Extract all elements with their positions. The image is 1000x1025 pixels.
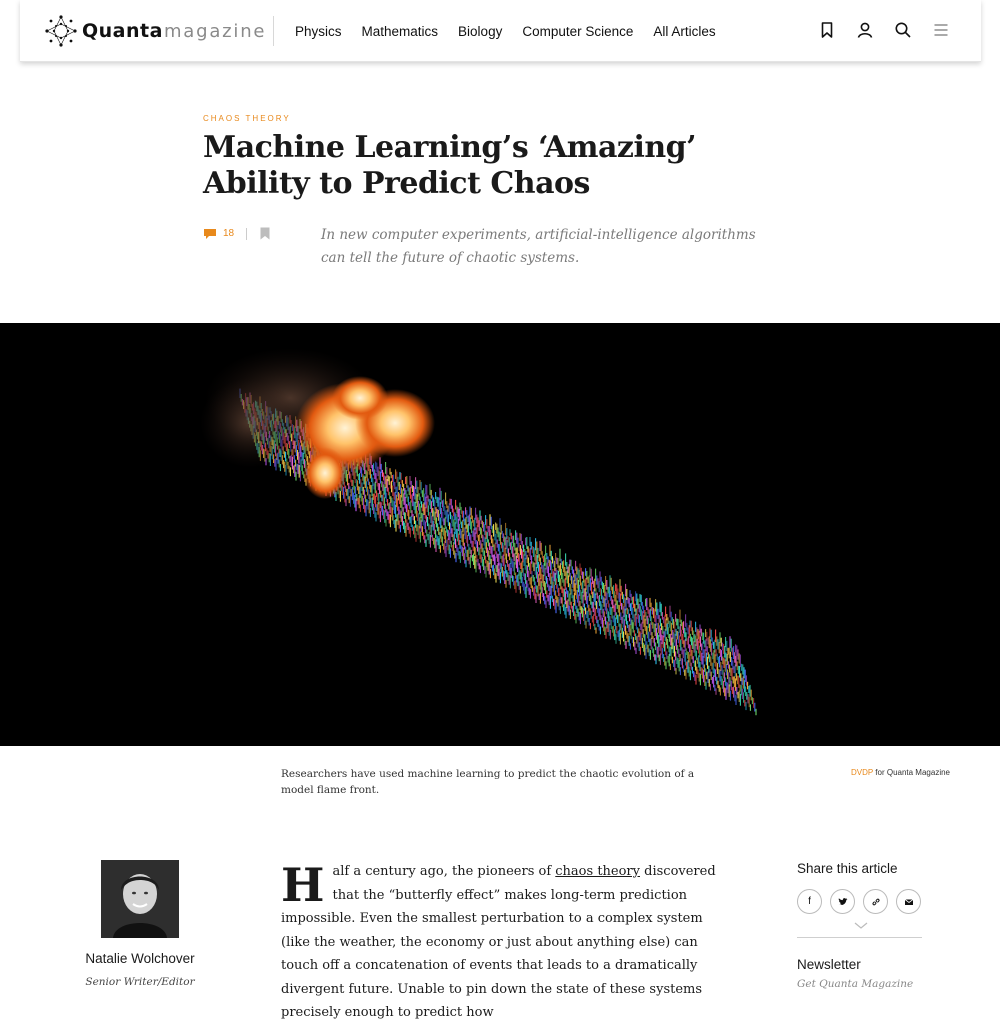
author-photo <box>101 860 179 938</box>
meta-divider <box>246 228 247 240</box>
nav-mathematics[interactable]: Mathematics <box>361 23 439 39</box>
site-header <box>20 0 981 62</box>
article-paragraph <box>281 860 721 1025</box>
header-actions <box>799 20 951 40</box>
header-divider <box>273 16 274 46</box>
nav-computer-science[interactable]: Computer Science <box>522 23 634 39</box>
nav-physics[interactable]: Physics <box>295 23 342 39</box>
email-share-button[interactable] <box>896 889 921 914</box>
share-divider <box>797 937 922 938</box>
paragraph-text: alf a century ago, the pioneers of <box>332 864 556 879</box>
bookmark-icon[interactable] <box>817 20 837 40</box>
site-logo[interactable] <box>44 15 266 47</box>
share-title: Share this article <box>797 861 898 876</box>
menu-icon[interactable] <box>931 20 951 40</box>
facebook-share-button[interactable]: f <box>797 889 822 914</box>
article-kicker[interactable]: CHAOS THEORY <box>203 114 291 123</box>
copy-link-button[interactable] <box>863 889 888 914</box>
article-title: Machine Learning’s ‘Amazing’ Ability to Predict Chaos <box>203 130 697 201</box>
twitter-icon <box>838 897 848 907</box>
user-icon[interactable] <box>855 20 875 40</box>
author-name[interactable]: Natalie Wolchover <box>85 951 195 966</box>
save-article-icon[interactable] <box>260 227 270 240</box>
article-meta <box>203 227 270 240</box>
logo-magazine-text: magazine <box>163 20 267 42</box>
chaos-theory-link[interactable]: chaos theory <box>555 864 640 879</box>
nav-biology[interactable]: Biology <box>458 23 503 39</box>
dropcap: H <box>281 858 325 912</box>
flame-front-illustration <box>0 323 1000 746</box>
comment-count[interactable]: 18 <box>223 228 235 239</box>
mail-icon <box>904 897 914 907</box>
article-dek: In new computer experiments, artificial-intelligence algorithms can tell the future of chaotic systems. <box>321 227 756 266</box>
author-avatar[interactable] <box>101 860 179 938</box>
hero-image <box>0 323 1000 746</box>
credit-outlet: for Quanta Magazine <box>873 768 950 777</box>
share-buttons <box>797 889 929 914</box>
hero-caption: Researchers have used machine learning to predict the chaotic evolution of a model flame front. <box>281 768 695 796</box>
credit-name[interactable]: DVDP <box>850 768 874 777</box>
paragraph-text-cont: discovered that the “butterfly effect” makes long-term prediction impossible. Even the smallest perturbation to a complex system (like the weather, the economy or just about anything else) can touch off a concatenation of events that leads to a dramatically divergent future. Unable to pin down the state of these systems precisely enough to predict how <box>281 864 716 1020</box>
quanta-logo-icon <box>44 14 78 48</box>
comment-icon[interactable] <box>203 228 217 240</box>
logo-quanta-text: Quanta <box>82 20 163 42</box>
newsletter-title: Newsletter <box>797 957 861 972</box>
main-nav <box>295 0 736 62</box>
expand-share-icon[interactable] <box>854 922 868 930</box>
article-body <box>281 860 721 1025</box>
search-icon[interactable] <box>893 20 913 40</box>
hero-credit <box>851 768 950 777</box>
newsletter-subtitle: Get Quanta Magazine <box>797 978 914 990</box>
nav-all-articles[interactable]: All Articles <box>653 23 716 39</box>
link-icon <box>871 897 881 907</box>
twitter-share-button[interactable] <box>830 889 855 914</box>
author-role: Senior Writer/Editor <box>85 976 195 988</box>
